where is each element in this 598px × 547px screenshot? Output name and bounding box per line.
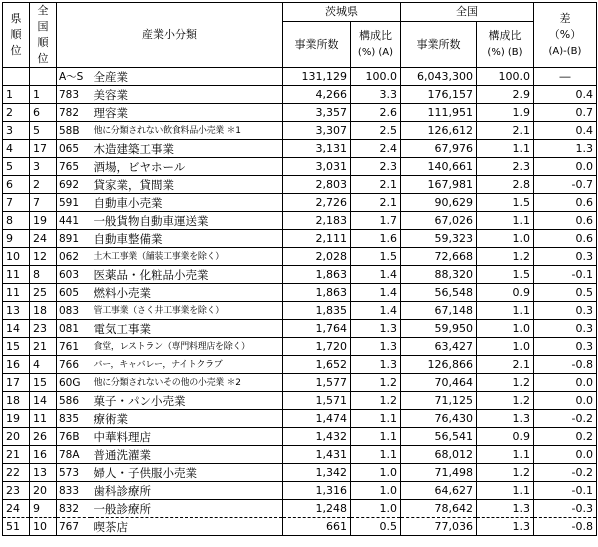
table-row	[3, 86, 597, 104]
diff-cell: 0.6	[534, 230, 597, 248]
total-code: A～S	[57, 68, 91, 86]
national-count-cell: 59,323	[401, 230, 477, 248]
total-row	[3, 68, 597, 86]
code-cell: 835	[57, 410, 91, 428]
ibaraki-count-cell: 2,726	[283, 194, 351, 212]
national-rank-cell: 26	[30, 428, 57, 446]
diff-cell: -0.7	[534, 176, 597, 194]
pref-rank-cell: 14	[3, 320, 30, 338]
national-rank-cell: 8	[30, 266, 57, 284]
national-rank-cell: 14	[30, 392, 57, 410]
pref-rank-cell: 16	[3, 356, 30, 374]
ibaraki-count-cell: 3,357	[283, 104, 351, 122]
name-cell: 貸家業，貸間業	[91, 176, 283, 194]
national-count-cell: 67,026	[401, 212, 477, 230]
diff-cell: -0.2	[534, 464, 597, 482]
code-cell: 065	[57, 140, 91, 158]
table-row	[3, 392, 597, 410]
name-cell: 医薬品・化粧品小売業	[91, 266, 283, 284]
national-rank-cell: 11	[30, 410, 57, 428]
table-row	[3, 212, 597, 230]
diff-cell: 0.0	[534, 392, 597, 410]
national-count-cell: 90,629	[401, 194, 477, 212]
ibaraki-share-cell: 2.1	[351, 194, 401, 212]
national-count-cell: 76,430	[401, 410, 477, 428]
name-cell: 美容業	[91, 86, 283, 104]
ibaraki-share-cell: 1.3	[351, 356, 401, 374]
national-count-cell: 63,427	[401, 338, 477, 356]
national-rank-cell: 5	[30, 122, 57, 140]
national-count-cell: 56,541	[401, 428, 477, 446]
ibaraki-share-cell: 2.5	[351, 122, 401, 140]
national-share-cell: 1.3	[477, 410, 534, 428]
table-body	[3, 86, 597, 536]
ibaraki-share-cell: 2.3	[351, 158, 401, 176]
diff-cell: -0.3	[534, 500, 597, 518]
header-national-rank: 全 国 順 位	[30, 3, 57, 68]
diff-cell: 0.3	[534, 338, 597, 356]
ibaraki-share-cell: 1.0	[351, 500, 401, 518]
national-rank-cell: 23	[30, 320, 57, 338]
name-cell: 歯科診療所	[91, 482, 283, 500]
total-ibaraki-share: 100.0	[351, 68, 401, 86]
ibaraki-count-cell: 1,863	[283, 266, 351, 284]
code-cell: 832	[57, 500, 91, 518]
pref-rank-cell: 22	[3, 464, 30, 482]
name-cell: 燃料小売業	[91, 284, 283, 302]
national-share-cell: 1.0	[477, 320, 534, 338]
ibaraki-share-cell: 2.1	[351, 176, 401, 194]
national-count-cell: 126,612	[401, 122, 477, 140]
total-diff: ―	[534, 68, 597, 86]
total-name: 全産業	[91, 68, 283, 86]
national-count-cell: 68,012	[401, 446, 477, 464]
code-cell: 692	[57, 176, 91, 194]
code-cell: 761	[57, 338, 91, 356]
table-header	[3, 3, 597, 86]
national-share-cell: 1.1	[477, 302, 534, 320]
ibaraki-share-cell: 1.5	[351, 248, 401, 266]
name-cell: 木造建築工事業	[91, 140, 283, 158]
ibaraki-count-cell: 661	[283, 518, 351, 536]
pref-rank-cell: 21	[3, 446, 30, 464]
ibaraki-share-cell: 1.2	[351, 392, 401, 410]
name-cell: 菓子・パン小売業	[91, 392, 283, 410]
ibaraki-count-cell: 1,764	[283, 320, 351, 338]
pref-rank-cell: 5	[3, 158, 30, 176]
table-row	[3, 284, 597, 302]
national-share-cell: 1.2	[477, 248, 534, 266]
code-cell: 891	[57, 230, 91, 248]
national-rank-cell: 7	[30, 194, 57, 212]
ibaraki-share-cell: 1.1	[351, 428, 401, 446]
national-share-cell: 2.9	[477, 86, 534, 104]
national-rank-cell: 10	[30, 518, 57, 536]
national-count-cell: 56,548	[401, 284, 477, 302]
pref-rank-cell: 24	[3, 500, 30, 518]
table-row	[3, 482, 597, 500]
ibaraki-share-cell: 1.6	[351, 230, 401, 248]
table-row	[3, 176, 597, 194]
national-rank-cell: 12	[30, 248, 57, 266]
name-cell: バー，キャバレー，ナイトクラブ	[91, 356, 283, 374]
name-cell: 電気工事業	[91, 320, 283, 338]
national-rank-cell: 21	[30, 338, 57, 356]
code-cell: 586	[57, 392, 91, 410]
national-rank-cell: 3	[30, 158, 57, 176]
ibaraki-count-cell: 1,652	[283, 356, 351, 374]
ibaraki-count-cell: 1,474	[283, 410, 351, 428]
code-cell: 782	[57, 104, 91, 122]
table-row	[3, 356, 597, 374]
national-share-cell: 1.3	[477, 500, 534, 518]
national-count-cell: 71,498	[401, 464, 477, 482]
national-share-cell: 1.9	[477, 104, 534, 122]
national-share-cell: 1.2	[477, 374, 534, 392]
diff-cell: 0.0	[534, 446, 597, 464]
national-share-cell: 1.1	[477, 140, 534, 158]
pref-rank-cell: 20	[3, 428, 30, 446]
pref-rank-cell: 23	[3, 482, 30, 500]
pref-rank-cell: 15	[3, 338, 30, 356]
national-rank-cell: 1	[30, 86, 57, 104]
pref-rank-cell: 13	[3, 302, 30, 320]
diff-cell: 0.6	[534, 194, 597, 212]
ibaraki-share-cell: 1.4	[351, 302, 401, 320]
name-cell: 自動車整備業	[91, 230, 283, 248]
national-rank-cell: 16	[30, 446, 57, 464]
national-rank-cell: 2	[30, 176, 57, 194]
national-count-cell: 176,157	[401, 86, 477, 104]
diff-cell: -0.2	[534, 410, 597, 428]
diff-cell: -0.8	[534, 518, 597, 536]
pref-rank-cell: 17	[3, 374, 30, 392]
national-rank-cell: 25	[30, 284, 57, 302]
code-cell: 441	[57, 212, 91, 230]
code-cell: 783	[57, 86, 91, 104]
header-ibaraki: 茨城県	[283, 3, 401, 22]
ibaraki-count-cell: 3,131	[283, 140, 351, 158]
national-count-cell: 64,627	[401, 482, 477, 500]
name-cell: 婦人・子供服小売業	[91, 464, 283, 482]
ibaraki-count-cell: 2,028	[283, 248, 351, 266]
diff-cell: 0.7	[534, 104, 597, 122]
ibaraki-count-cell: 1,835	[283, 302, 351, 320]
national-rank-cell: 15	[30, 374, 57, 392]
pref-rank-cell: 4	[3, 140, 30, 158]
ibaraki-share-cell: 1.0	[351, 482, 401, 500]
ibaraki-count-cell: 3,031	[283, 158, 351, 176]
pref-rank-cell: 3	[3, 122, 30, 140]
name-cell: 自動車小売業	[91, 194, 283, 212]
pref-rank-cell: 6	[3, 176, 30, 194]
national-count-cell: 67,976	[401, 140, 477, 158]
national-share-cell: 1.2	[477, 464, 534, 482]
code-cell: 78A	[57, 446, 91, 464]
national-rank-cell: 4	[30, 356, 57, 374]
pref-rank-cell: 18	[3, 392, 30, 410]
header-national-count: 事業所数	[401, 22, 477, 68]
ibaraki-count-cell: 2,183	[283, 212, 351, 230]
diff-cell: 0.4	[534, 122, 597, 140]
diff-cell: 0.3	[534, 248, 597, 266]
ibaraki-count-cell: 4,266	[283, 86, 351, 104]
table-row	[3, 248, 597, 266]
table-row	[3, 230, 597, 248]
header-national: 全国	[401, 3, 534, 22]
ibaraki-share-cell: 3.3	[351, 86, 401, 104]
name-cell: 酒場，ビヤホール	[91, 158, 283, 176]
header-national-share: 構成比 (%) (B)	[477, 22, 534, 68]
code-cell: 765	[57, 158, 91, 176]
ibaraki-count-cell: 1,863	[283, 284, 351, 302]
code-cell: 76B	[57, 428, 91, 446]
national-share-cell: 0.9	[477, 428, 534, 446]
ibaraki-count-cell: 3,307	[283, 122, 351, 140]
table-row	[3, 158, 597, 176]
table-row	[3, 302, 597, 320]
pref-rank-cell: 1	[3, 86, 30, 104]
code-cell: 062	[57, 248, 91, 266]
total-national-share: 100.0	[477, 68, 534, 86]
name-cell: 他に分類されない飲食料品小売業 ＊1	[91, 122, 283, 140]
diff-cell: -0.1	[534, 482, 597, 500]
table-row	[3, 428, 597, 446]
ibaraki-share-cell: 1.1	[351, 446, 401, 464]
ibaraki-count-cell: 1,577	[283, 374, 351, 392]
name-cell: 理容業	[91, 104, 283, 122]
header-ibaraki-share: 構成比 (%) (A)	[351, 22, 401, 68]
code-cell: 591	[57, 194, 91, 212]
table-row	[3, 194, 597, 212]
national-rank-cell: 18	[30, 302, 57, 320]
total-ibaraki-count: 131,129	[283, 68, 351, 86]
header-industry: 産業小分類	[57, 3, 283, 68]
ibaraki-count-cell: 1,432	[283, 428, 351, 446]
code-cell: 083	[57, 302, 91, 320]
national-rank-cell: 17	[30, 140, 57, 158]
diff-cell: 0.4	[534, 86, 597, 104]
diff-cell: 0.2	[534, 428, 597, 446]
name-cell: 一般貨物自動車運送業	[91, 212, 283, 230]
table-row	[3, 374, 597, 392]
header-ibaraki-count: 事業所数	[283, 22, 351, 68]
ibaraki-share-cell: 1.4	[351, 284, 401, 302]
diff-cell: 0.5	[534, 284, 597, 302]
ibaraki-count-cell: 1,248	[283, 500, 351, 518]
header-pref-rank: 県 順 位	[3, 3, 30, 68]
national-count-cell: 167,981	[401, 176, 477, 194]
header-diff: 差 （%） (A)-(B)	[534, 3, 597, 68]
code-cell: 58B	[57, 122, 91, 140]
pref-rank-cell: 9	[3, 230, 30, 248]
code-cell: 573	[57, 464, 91, 482]
ibaraki-count-cell: 1,431	[283, 446, 351, 464]
national-share-cell: 1.1	[477, 482, 534, 500]
pref-rank-cell: 10	[3, 248, 30, 266]
table-row	[3, 122, 597, 140]
national-rank-cell: 9	[30, 500, 57, 518]
national-count-cell: 59,950	[401, 320, 477, 338]
diff-cell: 1.3	[534, 140, 597, 158]
national-share-cell: 2.8	[477, 176, 534, 194]
national-share-cell: 1.5	[477, 266, 534, 284]
total-national-count: 6,043,300	[401, 68, 477, 86]
diff-cell: 0.0	[534, 158, 597, 176]
national-share-cell: 1.0	[477, 230, 534, 248]
ibaraki-share-cell: 1.4	[351, 266, 401, 284]
national-count-cell: 111,951	[401, 104, 477, 122]
national-count-cell: 71,125	[401, 392, 477, 410]
national-rank-cell: 20	[30, 482, 57, 500]
national-share-cell: 2.1	[477, 356, 534, 374]
code-cell: 767	[57, 518, 91, 536]
ibaraki-share-cell: 1.3	[351, 338, 401, 356]
national-rank-cell: 19	[30, 212, 57, 230]
national-count-cell: 140,661	[401, 158, 477, 176]
national-rank-cell: 6	[30, 104, 57, 122]
ibaraki-share-cell: 2.6	[351, 104, 401, 122]
code-cell: 081	[57, 320, 91, 338]
table-row	[3, 104, 597, 122]
code-cell: 766	[57, 356, 91, 374]
diff-cell: 0.6	[534, 212, 597, 230]
name-cell: 管工事業（さく井工事業を除く）	[91, 302, 283, 320]
national-share-cell: 1.2	[477, 392, 534, 410]
ibaraki-count-cell: 1,571	[283, 392, 351, 410]
name-cell: 療術業	[91, 410, 283, 428]
table-row	[3, 446, 597, 464]
national-rank-cell: 13	[30, 464, 57, 482]
pref-rank-cell: 7	[3, 194, 30, 212]
name-cell: 喫茶店	[91, 518, 283, 536]
ibaraki-count-cell: 1,720	[283, 338, 351, 356]
national-share-cell: 2.3	[477, 158, 534, 176]
ibaraki-share-cell: 1.0	[351, 464, 401, 482]
code-cell: 605	[57, 284, 91, 302]
national-count-cell: 88,320	[401, 266, 477, 284]
ibaraki-count-cell: 2,111	[283, 230, 351, 248]
diff-cell: 0.3	[534, 302, 597, 320]
name-cell: 他に分類されないその他の小売業 ＊2	[91, 374, 283, 392]
code-cell: 60G	[57, 374, 91, 392]
ibaraki-share-cell: 1.7	[351, 212, 401, 230]
national-count-cell: 67,148	[401, 302, 477, 320]
national-share-cell: 2.1	[477, 122, 534, 140]
national-rank-cell: 24	[30, 230, 57, 248]
diff-cell: 0.0	[534, 374, 597, 392]
table-row	[3, 140, 597, 158]
pref-rank-cell: 11	[3, 284, 30, 302]
national-count-cell: 70,464	[401, 374, 477, 392]
pref-rank-cell: 51	[3, 518, 30, 536]
ibaraki-share-cell: 1.3	[351, 320, 401, 338]
table-row	[3, 338, 597, 356]
ibaraki-share-cell: 1.1	[351, 410, 401, 428]
national-count-cell: 126,866	[401, 356, 477, 374]
pref-rank-cell: 8	[3, 212, 30, 230]
name-cell: 中華料理店	[91, 428, 283, 446]
code-cell: 833	[57, 482, 91, 500]
pref-rank-cell: 19	[3, 410, 30, 428]
national-share-cell: 1.1	[477, 446, 534, 464]
ibaraki-share-cell: 0.5	[351, 518, 401, 536]
diff-cell: 0.3	[534, 320, 597, 338]
name-cell: 普通洗濯業	[91, 446, 283, 464]
table-row	[3, 518, 597, 536]
ibaraki-count-cell: 1,316	[283, 482, 351, 500]
ibaraki-share-cell: 1.2	[351, 374, 401, 392]
table-row	[3, 464, 597, 482]
national-share-cell: 0.9	[477, 284, 534, 302]
national-share-cell: 1.3	[477, 518, 534, 536]
ibaraki-share-cell: 2.4	[351, 140, 401, 158]
table-row	[3, 500, 597, 518]
table-row	[3, 410, 597, 428]
table-row	[3, 266, 597, 284]
ibaraki-count-cell: 1,342	[283, 464, 351, 482]
ibaraki-count-cell: 2,803	[283, 176, 351, 194]
industry-ranking-table	[2, 2, 597, 536]
national-count-cell: 78,642	[401, 500, 477, 518]
name-cell: 食堂，レストラン（専門料理店を除く）	[91, 338, 283, 356]
name-cell: 土木工事業（舗装工事業を除く）	[91, 248, 283, 266]
national-share-cell: 1.1	[477, 212, 534, 230]
national-share-cell: 1.0	[477, 338, 534, 356]
national-count-cell: 77,036	[401, 518, 477, 536]
diff-cell: -0.1	[534, 266, 597, 284]
pref-rank-cell: 11	[3, 266, 30, 284]
national-share-cell: 1.5	[477, 194, 534, 212]
pref-rank-cell: 2	[3, 104, 30, 122]
code-cell: 603	[57, 266, 91, 284]
diff-cell: -0.8	[534, 356, 597, 374]
table-row	[3, 320, 597, 338]
national-count-cell: 72,668	[401, 248, 477, 266]
name-cell: 一般診療所	[91, 500, 283, 518]
